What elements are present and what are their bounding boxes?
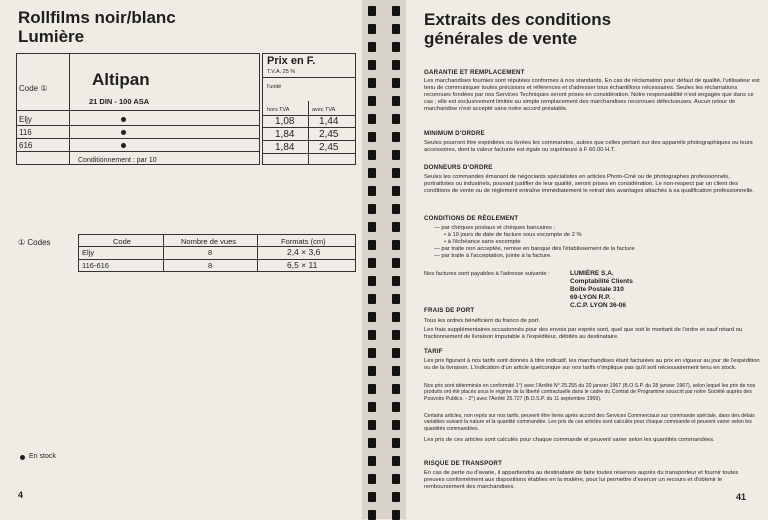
section-title: MINIMUM D'ORDRE (424, 130, 485, 137)
page-title: Extraits des conditions générales de vente (424, 10, 612, 48)
binding-hole (392, 150, 400, 160)
section-title: FRAIS DE PORT (424, 307, 475, 314)
table-header: Code (113, 237, 131, 246)
section-title: CONDITIONS DE RÈGLEMENT (424, 215, 519, 222)
binding-hole (392, 204, 400, 214)
binding-hole (392, 6, 400, 16)
stock-dot-icon (121, 130, 126, 135)
binding-hole (368, 276, 376, 286)
binding-hole (392, 330, 400, 340)
binding-hole (368, 168, 376, 178)
binding-hole (392, 258, 400, 268)
price-unit: l'unité (267, 84, 282, 90)
section-body: Tous les ordres bénéficient du franco de port. (424, 318, 541, 324)
section-title: RISQUE DE TRANSPORT (424, 460, 503, 467)
binding-hole (368, 60, 376, 70)
binding-hole (368, 474, 376, 484)
section-body: Les frais supplémentaires occasionnés pour des envois par exprès sont, quel que soit le montant de l'ordre et sauf retard ou fractionnement de livraison imputable à l'expéditeur, débités au destinataire. (424, 327, 743, 340)
section-title: TARIF (424, 348, 443, 355)
binding-hole (392, 168, 400, 178)
price-tva: T.V.A. 25 % (267, 69, 296, 75)
price-tva-value: 2,45 (319, 142, 339, 153)
binding-hole (368, 330, 376, 340)
binding-hole (392, 276, 400, 286)
codes-label: ① Codes (18, 238, 51, 247)
binding-hole (368, 186, 376, 196)
binding-hole (392, 114, 400, 124)
binding-hole (368, 240, 376, 250)
en-stock-legend: En stock (29, 453, 56, 460)
table-cell: 2,4 × 3,6 (287, 247, 321, 257)
product-spec: 21 DIN - 100 ASA (89, 97, 150, 106)
binding-hole (368, 366, 376, 376)
spiral-binding (362, 0, 406, 519)
product-name: Altipan (92, 70, 150, 89)
binding-hole (392, 474, 400, 484)
row-label: Eljy (19, 115, 32, 124)
binding-hole (392, 438, 400, 448)
price-table (262, 53, 356, 165)
binding-hole (368, 492, 376, 502)
binding-hole (392, 420, 400, 430)
table-header: Nombre de vues (181, 237, 237, 246)
address-block: LUMIÈRE S.A. Comptabilité Clients Boîte Postale 310 69-LYON R.P. C.C.P. LYON 36-06 (570, 270, 633, 309)
product-table (16, 53, 260, 165)
row-label: 616 (19, 141, 33, 150)
section-body: Seules pourront être expédiées ou livrées les commandes, autres que celles portant sur des appareils photographiques ou leurs accessoires, dont la valeur facturée est égale ou supérieure à F 60.00 H.T. (424, 140, 753, 153)
table-cell: 116-616 (82, 261, 109, 270)
binding-hole (368, 456, 376, 466)
binding-hole (392, 42, 400, 52)
binding-hole (392, 492, 400, 502)
table-header: Formats (cm) (281, 237, 326, 246)
table-divider (69, 54, 70, 164)
stock-dot-icon (121, 143, 126, 148)
table-cell: 6,5 × 11 (287, 260, 318, 270)
binding-hole (392, 312, 400, 322)
binding-hole (368, 258, 376, 268)
binding-hole (392, 60, 400, 70)
binding-hole (368, 6, 376, 16)
section-body: Certains articles, non repris sur nos tarifs, peuvent être livrés après accord des Services Commerciaux sur commande spéciale, dans des délais variables suivant la nature et la quantité commandée. Les prix de ces articles sont calculés pour chaque commande et peuvent varier selon les quantités commandées. (424, 413, 755, 432)
section-body: Les marchandises fournies sont réputées conformes à nos standards. En cas de réclamation pour défaut de qualité, l'utilisateur est tenu de communiquer toutes précisions et références et d'adresser tous échantillons nécessaires. Seules les réclamations reconnues fondées par nos Services Techniques seront prises en considération. Notre responsabilité n'est engagée que dans ce cas ; elle est exclusivement limitée au simple remplacement des marchandises reconnues défectueuses. Aucun retour de marchandise n'est accepté sans notre accord préalable. (424, 78, 760, 112)
binding-hole (368, 96, 376, 106)
binding-hole (368, 402, 376, 412)
binding-hole (392, 348, 400, 358)
section-body: Seules les commandes émanant de négociants spécialistes en articles Photo-Ciné ou de photographes professionnels, portraitistes ou industriels, pouvant justifier de leur qualité, seront prises en considération. Le non-respect par un client des conditions de vente ou de règlement entraîne immédiatement le retrait des avantages attachés à sa qualification professionnelle. (424, 174, 754, 194)
price-ht: 1,84 (275, 142, 295, 153)
price-header: Prix en F. (267, 55, 316, 67)
section-title: DONNEURS D'ORDRE (424, 164, 493, 171)
table-cell: 8 (208, 248, 213, 257)
binding-hole (392, 132, 400, 142)
page-number: 41 (736, 492, 747, 502)
price-tva-value: 1,44 (319, 116, 339, 127)
price-ht: 1,84 (275, 129, 295, 140)
binding-hole (368, 24, 376, 34)
left-page (0, 0, 362, 519)
binding-hole (368, 42, 376, 52)
binding-hole (368, 420, 376, 430)
conditionnement: Conditionnement : par 10 (78, 157, 157, 164)
payment-list: — par chèques postaux et chèques bancaires : • à 10 jours de date de facture sous escompte de 2 % • à l'échéance sans escompte — par traite non acceptée, remise en banque dès l'établissement de la facture — par traite à l'acceptation, jointe à la facture. (434, 225, 635, 259)
page-number: 4 (18, 490, 24, 500)
col-ht-label: hors TVA (267, 107, 290, 113)
codes-table (78, 234, 356, 272)
stock-dot-icon (20, 455, 25, 460)
table-cell: Eljy (82, 248, 95, 257)
table-cell: 8 (208, 261, 213, 270)
row-label: 116 (19, 128, 32, 137)
binding-hole (392, 24, 400, 34)
binding-hole (368, 114, 376, 124)
binding-hole (368, 132, 376, 142)
binding-hole (368, 438, 376, 448)
price-ht: 1,08 (275, 116, 295, 127)
section-title: GARANTIE ET REMPLACEMENT (424, 69, 525, 76)
binding-hole (368, 384, 376, 394)
binding-hole (368, 222, 376, 232)
section-body: Nos prix sont déterminés en conformité 1°) avec l'Arrêté N° 25.255 du 20 janvier 1967 (B.O.S.P. du 28 janvier 1967), selon lequel les prix de nos produits ont été placés sous le régime de la liberté contractuelle dans le cadre du Contrat de Programme souscrit par notre Société auprès des Pouvoirs Publics. - 2°) avec l'Arrêté 25.727 (B.O.S.P. du 11 septembre 1969). (424, 383, 756, 402)
page-title: Rollfilms noir/blanc Lumière (18, 8, 176, 46)
binding-hole (368, 312, 376, 322)
binding-hole (392, 366, 400, 376)
binding-hole (392, 96, 400, 106)
binding-hole (368, 348, 376, 358)
binding-hole (392, 240, 400, 250)
binding-hole (368, 78, 376, 88)
binding-hole (392, 186, 400, 196)
section-body: Les prix figurant à nos tarifs sont donnés à titre indicatif, les marchandises étant facturées au prix en vigueur au jour de l'expédition ou de la livraison. L'indication d'un article quelconque sur nos tarifs n'implique pas qu'il soit nécessairement tenu en stock. (424, 358, 760, 371)
code-label: Code ① (19, 84, 48, 93)
binding-hole (392, 222, 400, 232)
binding-hole (392, 384, 400, 394)
binding-hole (392, 294, 400, 304)
binding-hole (392, 78, 400, 88)
payable-text: Nos factures sont payables à l'adresse suivante : (424, 271, 550, 277)
binding-hole (368, 150, 376, 160)
col-tva-label: avec TVA (312, 107, 336, 113)
binding-hole (392, 456, 400, 466)
binding-hole (368, 294, 376, 304)
section-body: Les prix de ces articles sont calculés pour chaque commande et peuvent varier selon les quantités commandées. (424, 437, 715, 443)
binding-hole (368, 204, 376, 214)
right-page (406, 0, 768, 519)
stock-dot-icon (121, 117, 126, 122)
price-tva-value: 2,45 (319, 129, 339, 140)
section-body: En cas de perte ou d'avarie, il appartiendra au destinataire de faire toutes réserves auprès du transporteur et fournir toutes preuves conformément aux dispositions établies en la matière, pour lui permettre d'exercer un recours et d'obtenir le remboursement des marchandises. (424, 470, 739, 490)
binding-hole (392, 402, 400, 412)
